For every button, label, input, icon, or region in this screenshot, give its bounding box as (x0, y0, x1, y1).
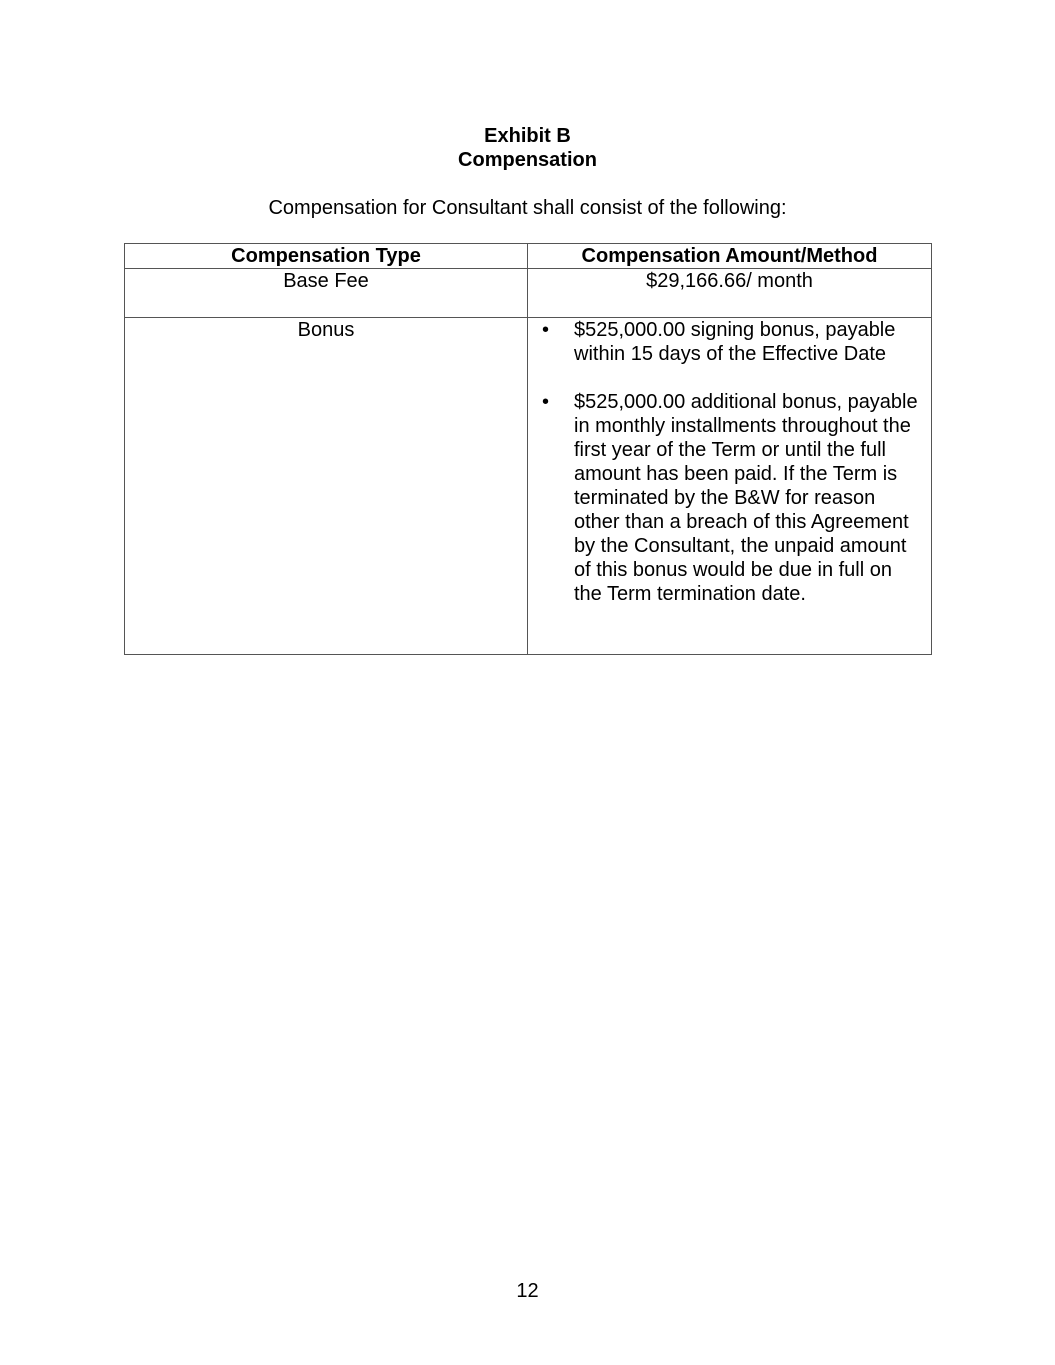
list-item (528, 318, 931, 366)
column-header-amount: Compensation Amount/Method (528, 244, 932, 269)
intro-paragraph: Compensation for Consultant shall consist of the following: (268, 197, 787, 219)
page-number: 12 (516, 1280, 539, 1302)
cell-compensation-type: Bonus (125, 318, 528, 655)
cell-compensation-amount: $29,166.66/ month (528, 269, 932, 318)
compensation-table (124, 243, 932, 655)
list-item (528, 390, 931, 606)
page-title: Compensation (458, 149, 597, 171)
cell-compensation-type: Base Fee (125, 269, 528, 318)
table-row (125, 318, 932, 655)
exhibit-label: Exhibit B (484, 125, 571, 147)
list-item-text: $525,000.00 additional bonus, payable in monthly installments throughout the first year of the Term or until the full amount has been paid. If the Term is terminated by the B&W for reason other than a breach of this Agreement by the Consultant, the unpaid amount of this bonus would be due in full on the Term termination date. (574, 391, 918, 605)
bonus-list (528, 318, 931, 606)
column-header-type: Compensation Type (125, 244, 528, 269)
table-row (125, 269, 932, 318)
bullet-icon: • (542, 391, 550, 413)
list-item-text: $525,000.00 signing bonus, payable within 15 days of the Effective Date (574, 319, 896, 365)
table-header-row (125, 244, 932, 269)
bullet-icon: • (542, 319, 550, 341)
cell-compensation-method (528, 318, 932, 655)
